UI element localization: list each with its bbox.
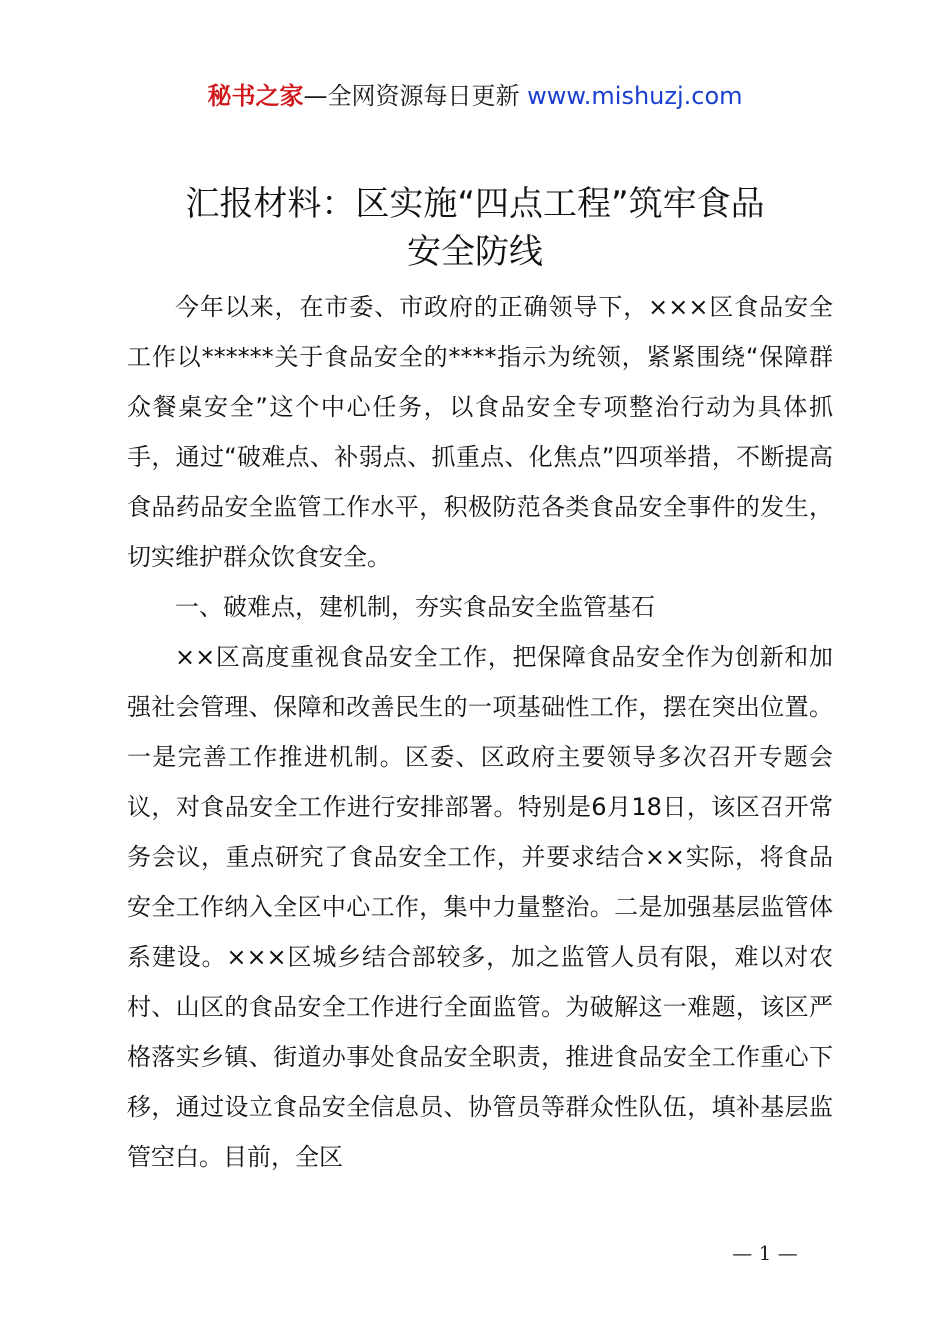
site-url[interactable]: www.mishuzj.com — [527, 82, 743, 110]
site-name: 秘书之家 — [207, 82, 304, 110]
document-title — [60, 180, 890, 276]
intro-paragraph: 今年以来，在市委、市政府的正确领导下，×××区食品安全工作以******关于食品安全的****指示为统领，紧紧围绕“保障群众餐桌安全”这个中心任务，以食品安全专项整治行动为具体抓手，通过“破难点、补弱点、抓重点、化焦点”四项举措，不断提高食品药品安全监管工作水平，积极防范各类食品安全事件的发生，切实维护群众饮食安全。 — [127, 293, 833, 571]
body-paragraph: ××区高度重视食品安全工作，把保障食品安全作为创新和加强社会管理、保障和改善民生的一项基础性工作，摆在突出位置。一是完善工作推进机制。区委、区政府主要领导多次召开专题会议，对食品安全工作进行安排部署。特别是6月18日，该区召开常务会议，重点研究了食品安全工作，并要求结合××实际，将食品安全工作纳入全区中心工作，集中力量整治。二是加强基层监管体系建设。×××区城乡结合部较多，加之监管人员有限，难以对农村、山区的食品安全工作进行全面监管。为破解这一难题，该区严格落实乡镇、街道办事处食品安全职责，推进食品安全工作重心下移，通过设立食品安全信息员、协管员等群众性队伍，填补基层监管空白。目前，全区 — [127, 643, 833, 1171]
page-number: — 1 — — [732, 1241, 798, 1265]
title-line-2: 安全防线 — [407, 232, 543, 272]
section-heading: 一、破难点，建机制，夯实食品安全监管基石 — [175, 593, 655, 621]
document-body — [127, 282, 833, 1182]
title-line-1: 汇报材料：区实施“四点工程”筑牢食品 — [185, 184, 765, 224]
site-tagline: —全网资源每日更新 — [303, 82, 528, 110]
watermark-header — [0, 80, 950, 112]
